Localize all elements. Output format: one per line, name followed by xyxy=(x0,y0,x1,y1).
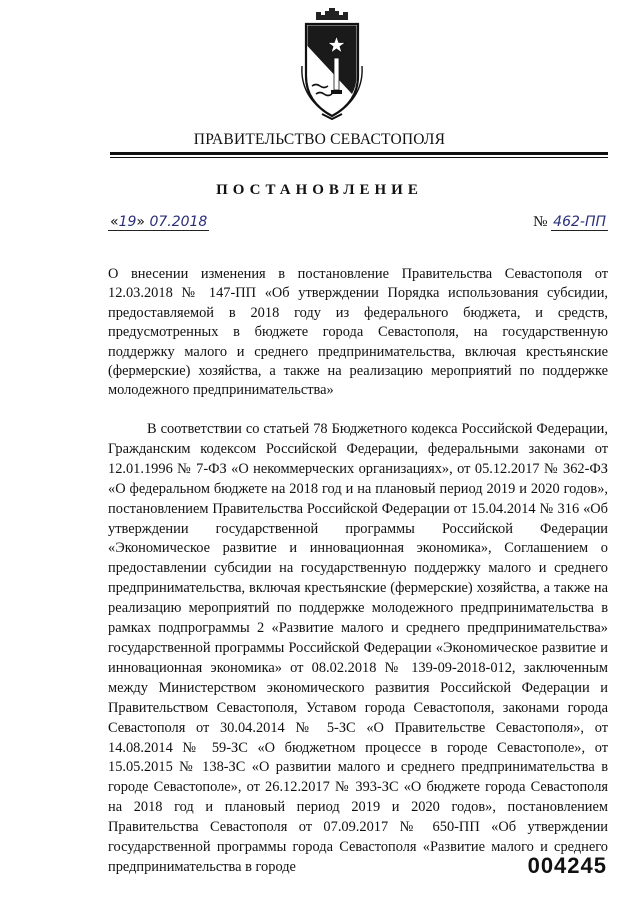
date-day: 19 xyxy=(118,214,137,230)
number-value: 462-ПП xyxy=(553,214,606,230)
serial-number: 004245 xyxy=(527,853,607,878)
document-body-paragraph: В соответствии со статьей 78 Бюджетного кодекса Российской Федерации, Гражданским кодексом Российской Федерации, федеральными законами от 12.01.1996 № 7-ФЗ «О некоммерческих организациях», от 05.12.2017 № 362-ФЗ «О федеральном бюджете на 2018 год и на плановый период 2019 и 2020 годов», постановлением Правительства Российской Федерации от 15.04.2014 № 316 «Об утверждении государственной программы Российской Федерации «Экономическое развитие и инновационная экономика», Соглашением о предоставлении субсидии на государственную поддержку малого и среднего предпринимательства, включая крестьянские (фермерские) хозяйства, а также на реализацию мероприятий по поддержке молодежного предпринимательства в рамках подпрограммы 2 «Развитие малого и среднего предпринимательства» государственной программы Российской Федерации «Экономическое развитие и инновационная экономика» от 08.02.2018 № 139-09-2018-012, заключенным между Министерством экономического развития Российской Федерации и Правительством Севастополя, Уставом города Севастополя, законами города Севастополя от 30.04.2014 № 5-ЗС «О Правительстве Севастополя», от 14.08.2014 № 59-ЗС «О бюджетном процессе в городе Севастополе», от 15.05.2015 № 138-ЗС «О развитии малого и среднего предпринимательства в городе Севастополе», от 26.12.2017 № 393-ЗС «О бюджете города Севастополя на 2018 год и плановый период 2019 и 2020 годов», постановлением Правительства Севастополя от 07.09.2017 № 650-ПП «Об утверждении государственной программы города Севастополя «Развитие малого и среднего предпринимательства в городе xyxy=(108,421,608,875)
document-date xyxy=(108,214,209,231)
document-number xyxy=(533,214,608,231)
sevastopol-coat-of-arms-icon xyxy=(298,6,366,124)
government-name: ПРАВИТЕЛЬСТВО СЕВАСТОПОЛЯ xyxy=(193,131,446,148)
date-open-quote: « xyxy=(110,214,119,230)
number-prefix: № xyxy=(533,214,548,230)
header-rule-thick xyxy=(110,152,608,155)
document-title: О внесении изменения в постановление Правительства Севастополя от 12.03.2018 № 147-ПП «Об утверждении Порядка использования субсидии, предоставляемой в 2018 году из федерального бюджета, и средств, предусмотренных в бюджете города Севастополя, на государственную поддержку малого и среднего предпринимательства, включая крестьянские (фермерские) хозяйства, а также на реализацию мероприятий по поддержке молодежного предпринимательства» xyxy=(108,266,608,399)
date-close-quote: » xyxy=(136,214,145,230)
date-month-year: 07.2018 xyxy=(149,214,208,230)
header-rule-thin xyxy=(110,157,608,158)
document-type-heading: ПОСТАНОВЛЕНИЕ xyxy=(216,182,423,198)
date-field xyxy=(108,214,209,231)
